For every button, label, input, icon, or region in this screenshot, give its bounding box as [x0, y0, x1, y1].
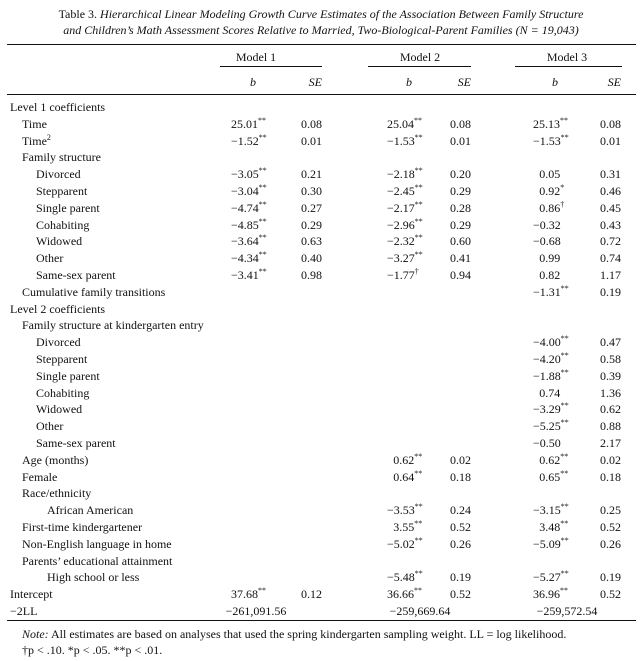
row-label: Divorced: [36, 335, 81, 350]
loglik-value-model-2: −259,669.64: [389, 604, 451, 618]
coef-cell: 0.82: [539, 268, 561, 282]
loglik-value-model-3: −259,572.54: [536, 604, 598, 618]
coef-cell: 0.65**: [539, 468, 569, 484]
row-label: Widowed: [36, 234, 83, 249]
se-cell: 0.40: [301, 251, 322, 266]
col-se-header: SE: [308, 75, 322, 89]
row-label: Widowed: [36, 402, 83, 417]
coef-cell: 0.99: [539, 251, 561, 266]
coef-cell: 0.05: [539, 167, 561, 182]
top-rule: [7, 44, 636, 45]
se-cell: 0.21: [301, 167, 322, 182]
row-label: Other: [36, 251, 64, 266]
row-label: Race/ethnicity: [22, 486, 92, 501]
row-label: Same-sex parent: [36, 268, 116, 282]
se-cell: 0.29: [301, 217, 322, 232]
model-group-rule-2: [368, 66, 471, 67]
se-cell: 0.02: [600, 452, 621, 467]
se-cell: 0.47: [600, 335, 621, 350]
se-cell: 0.94: [450, 268, 471, 282]
se-cell: 0.18: [600, 469, 621, 484]
header-rule: [7, 94, 636, 95]
col-b-header: b: [406, 75, 412, 89]
se-cell: 0.98: [301, 268, 322, 282]
col-se-header: SE: [457, 75, 471, 89]
row-label: Level 1 coefficients: [10, 100, 106, 114]
row-label: Same-sex parent: [36, 436, 116, 450]
table-note: [22, 626, 566, 658]
coef-cell: −4.20**: [533, 351, 569, 366]
coef-cell: −0.50: [533, 436, 561, 450]
se-cell: 0.45: [600, 200, 621, 215]
coef-cell: −1.31**: [533, 283, 569, 299]
se-cell: 0.01: [450, 133, 471, 148]
coef-cell: −2.18**: [387, 166, 423, 182]
row-label: African American: [47, 503, 134, 518]
row-label: High school or less: [47, 570, 140, 585]
se-cell: 0.88: [600, 419, 621, 434]
row-label: Cumulative family transitions: [22, 284, 166, 299]
model-header-1: Model 1: [235, 50, 277, 64]
loglik-label: −2LL: [10, 604, 38, 618]
se-cell: 0.29: [450, 184, 471, 198]
se-cell: 1.17: [600, 268, 621, 282]
se-cell: 0.18: [450, 469, 471, 484]
coef-cell: 25.04**: [387, 115, 422, 131]
row-label: Parents’ educational attainment: [22, 553, 173, 568]
coef-cell: −2.96**: [387, 216, 423, 232]
se-cell: 0.29: [450, 217, 471, 232]
se-cell: 0.28: [450, 200, 471, 215]
table-title-line-2: and Children’s Math Assessment Scores Relative to Married, Two-Biological-Parent Families: [63, 23, 513, 37]
se-cell: 0.01: [600, 133, 621, 148]
se-cell: 0.46: [600, 184, 621, 198]
se-cell: 0.30: [301, 184, 322, 198]
bottom-rule: [7, 620, 636, 621]
coef-cell: −1.53**: [533, 132, 569, 148]
row-label: Family structure at kindergarten entry: [22, 318, 204, 333]
coef-cell: −1.53**: [387, 132, 423, 148]
note-text: All estimates are based on analyses that used the spring kindergarten sampling weight. LL = log likelihood.: [48, 627, 567, 641]
note-lead: Note:: [22, 627, 49, 641]
se-cell: 0.62: [600, 402, 621, 417]
coef-cell: 0.86†: [539, 199, 565, 215]
coef-cell: 3.48**: [539, 519, 569, 534]
se-cell: 0.20: [450, 167, 471, 182]
se-cell: 0.41: [450, 251, 471, 266]
coef-cell: −2.45**: [387, 183, 423, 198]
se-cell: 0.08: [600, 116, 621, 131]
model-header-2: Model 2: [399, 50, 441, 64]
col-b-header: b: [552, 75, 558, 89]
se-cell: 0.31: [600, 167, 621, 182]
coef-cell: −5.09**: [533, 535, 569, 551]
row-label: Cohabiting: [36, 217, 90, 232]
row-label: Time: [22, 116, 47, 131]
se-cell: 0.01: [301, 133, 322, 148]
se-cell: 0.74: [600, 251, 621, 266]
se-cell: 0.08: [301, 116, 322, 131]
coef-cell: 0.62**: [539, 451, 569, 467]
model-header-3: Model 3: [546, 50, 588, 64]
coef-cell: 25.01**: [231, 115, 266, 131]
caption-line-1: [0, 6, 642, 22]
coef-cell: −3.53**: [387, 502, 423, 518]
coef-cell: −4.34**: [231, 250, 267, 266]
se-cell: 0.24: [450, 503, 471, 518]
coef-cell: −3.41**: [231, 267, 267, 282]
coef-cell: 0.74: [539, 385, 561, 400]
sample-size: (N = 19,043): [515, 23, 579, 37]
coef-cell: −3.29**: [533, 401, 569, 417]
row-label: Female: [22, 469, 58, 484]
se-cell: 0.12: [301, 587, 322, 602]
coef-cell: 3.55**: [393, 519, 423, 534]
col-se-header: SE: [607, 75, 621, 89]
se-cell: 0.72: [600, 234, 621, 249]
se-cell: 0.02: [450, 452, 471, 467]
coef-cell: 36.66**: [387, 586, 422, 602]
se-cell: 0.58: [600, 352, 621, 366]
col-b-header: b: [250, 75, 256, 89]
coef-cell: −5.02**: [387, 535, 423, 551]
row-label: Other: [36, 419, 64, 434]
row-label: Level 2 coefficients: [10, 301, 106, 316]
row-label: Non-English language in home: [22, 536, 172, 551]
significance-legend: †p < .10. *p < .05. **p < .01.: [22, 643, 163, 657]
coef-cell: −0.32: [533, 217, 561, 232]
table-label: Table 3.: [58, 7, 98, 21]
row-label: Stepparent: [36, 184, 88, 198]
se-cell: 0.26: [600, 536, 621, 551]
table-caption: [0, 6, 642, 38]
coef-cell: −2.17**: [387, 199, 423, 215]
se-cell: 0.19: [600, 570, 621, 585]
coef-cell: 37.68**: [231, 586, 266, 602]
se-cell: 0.63: [301, 234, 322, 249]
coef-cell: 36.96**: [533, 586, 568, 602]
model-group-rule-1: [220, 66, 322, 67]
coef-cell: −5.27**: [533, 569, 569, 585]
se-cell: 0.52: [450, 520, 471, 534]
se-cell: 0.19: [450, 570, 471, 585]
coef-cell: −4.74**: [231, 199, 267, 215]
row-label: Time$^2$: [22, 132, 51, 148]
coef-cell: −3.15**: [533, 502, 569, 518]
se-cell: 0.39: [600, 368, 621, 383]
coef-cell: −1.88**: [533, 367, 569, 383]
row-label: Single parent: [36, 200, 100, 215]
se-cell: 1.36: [600, 385, 621, 400]
model-group-rule-3: [515, 66, 622, 67]
coef-cell: −4.00**: [533, 334, 569, 350]
coef-cell: −1.52**: [231, 132, 267, 148]
row-label: Divorced: [36, 167, 81, 182]
se-cell: 0.08: [450, 116, 471, 131]
row-label: First-time kindergartener: [22, 520, 143, 534]
coef-cell: −3.05**: [231, 166, 267, 182]
coef-cell: 25.13**: [533, 115, 568, 131]
row-label: Cohabiting: [36, 385, 90, 400]
note-line: [22, 626, 566, 642]
se-cell: 0.60: [450, 234, 471, 249]
se-cell: 0.25: [600, 503, 621, 518]
se-cell: 0.52: [600, 587, 621, 602]
table-title-line-1: Hierarchical Linear Modeling Growth Curve Estimates of the Association Between Family Structure: [100, 7, 584, 21]
row-label: Stepparent: [36, 352, 88, 366]
se-cell: 2.17: [600, 436, 621, 450]
se-cell: 0.52: [600, 520, 621, 534]
se-cell: 0.26: [450, 536, 471, 551]
row-label: Intercept: [10, 587, 53, 602]
coef-cell: −1.77†: [387, 267, 419, 282]
coef-cell: −3.64**: [231, 233, 267, 249]
loglik-value-model-1: −261,091.56: [225, 604, 287, 618]
coef-cell: −3.27**: [387, 250, 423, 266]
coef-cell: −5.48**: [387, 569, 423, 585]
row-label: Family structure: [22, 150, 101, 165]
se-cell: 0.52: [450, 587, 471, 602]
se-cell: 0.19: [600, 284, 621, 299]
coef-cell: −0.68: [533, 234, 561, 249]
coef-cell: −4.85**: [231, 216, 267, 232]
se-cell: 0.43: [600, 217, 621, 232]
caption-line-2: [0, 22, 642, 38]
coef-cell: 0.92*: [539, 183, 565, 198]
coef-cell: 0.62**: [393, 451, 423, 467]
row-label: Age (months): [22, 452, 89, 467]
coef-cell: −3.04**: [231, 183, 267, 198]
coef-cell: −5.25**: [533, 418, 569, 434]
row-label: Single parent: [36, 368, 100, 383]
coef-cell: −2.32**: [387, 233, 423, 249]
se-cell: 0.27: [301, 200, 322, 215]
coef-cell: 0.64**: [393, 468, 423, 484]
